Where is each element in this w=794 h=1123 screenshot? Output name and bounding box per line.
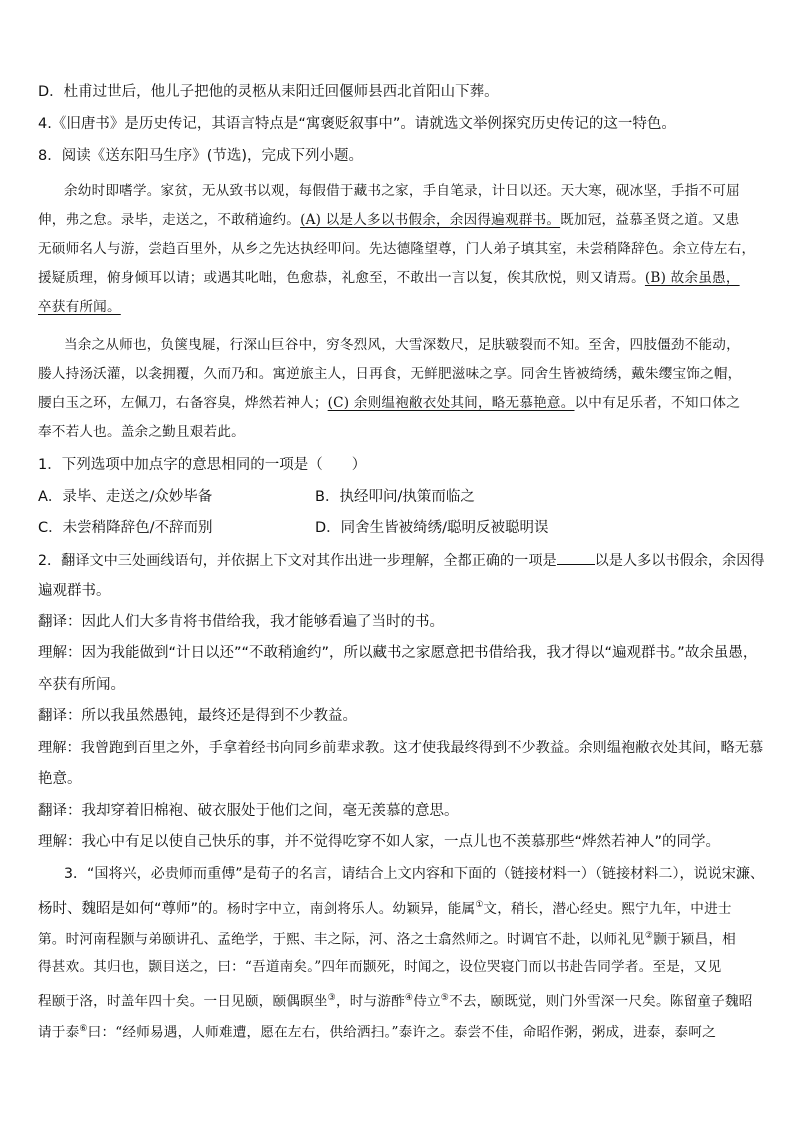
material-text: 第。时河南程颢与弟颐讲孔、孟绝学，于熙、丰之际，河、洛之士翕然师之。时调官不赴，以师礼见 <box>38 931 645 948</box>
option-d: D．同舍生皆被绮绣/聪明反被聪明误 <box>315 520 549 536</box>
translation-1: 翻译：因此人们大多肯将书借给我，我才能够看遍了当时的书。 <box>38 614 444 630</box>
question-3-cont <box>38 895 732 919</box>
note-marker: ③ <box>327 993 336 1003</box>
note-marker: ② <box>644 931 654 941</box>
note-marker: ④ <box>404 993 414 1003</box>
passage-text: 腰白玉之环，左佩刀，右备容臭，烨然若神人； <box>38 395 328 411</box>
passage-text: 伸，弗之怠。录毕，走送之，不敢稍逾约。 <box>38 212 301 228</box>
passage-line <box>38 297 121 317</box>
material-text: 侍立 <box>413 993 441 1010</box>
underlined-sentence-c: (C) 余则缊袍敝衣处其间，略无慕艳意。 <box>327 395 575 411</box>
question-1: 1．下列选项中加点字的意思相同的一项是（ ） <box>38 457 367 473</box>
material-text: 曰：“经师易遇，人师难遭，愿在左右，供给洒扫。”泰许之。泰尝不佳，命昭作粥，粥成，进泰，泰呵之 <box>87 1024 716 1041</box>
passage-line <box>38 393 740 413</box>
passage-text: 既加冠，益慕圣贤之道。又患 <box>560 212 740 228</box>
option-c: C．未尝稍降辞色/不辞而别 <box>38 520 213 536</box>
note-marker: ① <box>475 900 484 910</box>
answer-blank <box>557 550 595 565</box>
option-b: B．执经叩问/执策而临之 <box>315 489 475 505</box>
material-line <box>38 926 736 950</box>
passage-line: 当余之从师也，负箧曳屣，行深山巨谷中，穷冬烈风，大雪深数尺，足肤皲裂而不知。至舍，四肢僵劲不能动， <box>64 337 740 353</box>
passage-line: 媵人持汤沃灌，以衾拥覆，久而乃和。寓逆旅主人，日再食，无鲜肥滋味之享。同舍生皆被绮绣，戴朱缨宝饰之帽， <box>38 366 742 382</box>
note-marker: ⑥ <box>79 1024 88 1034</box>
understanding-1-cont: 卒获有所闻。 <box>38 677 125 693</box>
passage-line: 奉不若人也。盖余之勤且艰若此。 <box>38 424 245 440</box>
underlined-sentence-b-cont: 卒获有所闻。 <box>38 299 121 315</box>
passage-line: 无硕师名人与游，尝趋百里外，从乡之先达执经叩问。先达德隆望尊，门人弟子填其室，未尝稍降辞色。余立侍左右， <box>38 241 756 257</box>
passage-line: 余幼时即嗜学。家贫，无从致书以观，每假借于藏书之家，手自笔录，计日以还。天大寒，砚冰坚，手指不可屈 <box>64 183 740 199</box>
question-3: 3．“国将兴，必贵师而重傅”是荀子的名言，请结合上文内容和下面的（链接材料一）（链接材料二），说说宋濂、 <box>64 866 765 882</box>
material-text: ，时与游酢 <box>335 993 405 1010</box>
passage-line <box>38 210 739 230</box>
options-row <box>38 487 758 507</box>
question-2 <box>38 550 765 571</box>
question-4: 4.《旧唐书》是历史传记，其语言特点是“寓褒贬叙事中”。请就选文举例探究历史传记的这一特色。 <box>38 116 676 132</box>
question-8-heading: 8．阅读《送东阳马生序》(节选)，完成下列小题。 <box>38 148 364 164</box>
material-line <box>38 1019 716 1043</box>
material-text: 不去，颐既觉，则门外雪深一尺矣。陈留童子魏昭 <box>449 993 753 1010</box>
option-a: A．录毕、走送之/众妙毕备 <box>38 489 213 505</box>
material-line <box>38 988 753 1012</box>
passage-line <box>38 268 740 288</box>
option-d-line: D．杜甫过世后，他儿子把他的灵柩从耒阳迁回偃师县西北首阳山下葬。 <box>38 84 499 100</box>
material-text: 颢于颍昌，相 <box>653 931 736 948</box>
question-text: 以是人多以书假余，余因得 <box>594 553 765 569</box>
understanding-3: 理解：我心中有足以使自己快乐的事，并不觉得吃穿不如人家，一点儿也不羡慕那些“烨然若神人”的同学。 <box>38 834 721 850</box>
question-text: 杨时、魏昭是如何“尊师”的。 <box>38 900 228 917</box>
understanding-2: 理解：我曾跑到百里之外，手拿着经书向同乡前辈求教。这才使我最终得到不少教益。余则缊袍敝衣处其间，略无慕 <box>38 740 764 756</box>
options-row <box>38 518 758 538</box>
material-text: 程颐于洛，时盖年四十矣。一日见颐，颐偶瞑坐 <box>38 993 328 1010</box>
material-text: 文，稍长，潜心经史。熙宁九年，中进士 <box>483 900 732 917</box>
underlined-sentence-a: (A) 以是人多以书假余，余因得遍观群书。 <box>300 212 561 228</box>
underlined-sentence-b: (B) 故余虽愚， <box>644 270 740 286</box>
note-marker: ⑤ <box>440 993 450 1003</box>
translation-2: 翻译：所以我虽然愚钝，最终还是得到不少教益。 <box>38 708 357 724</box>
passage-text: 以中有足乐者，不知口体之 <box>574 395 741 411</box>
understanding-1: 理解：因为我能做到“计日以还”“不敢稍逾约”，所以藏书之家愿意把书借给我，我才得以“遍观群书。”故余虽愚， <box>38 645 758 661</box>
question-2-cont: 遍观群书。 <box>38 583 111 599</box>
understanding-2-cont: 艳意。 <box>38 771 82 787</box>
material-text: 杨时字中立，南剑将乐人。幼颖异，能属 <box>227 900 476 917</box>
question-text: 2．翻译文中三处画线语句，并依据上下文对其作出进一步理解，全都正确的一项是 <box>38 553 557 569</box>
translation-3: 翻译：我却穿着旧棉袍、破衣服处于他们之间，毫无羡慕的意思。 <box>38 803 459 819</box>
material-line: 得甚欢。其归也，颢目送之，曰：“吾道南矣。”四年而颢死，时闻之，设位哭寝门而以书赴告同学者。至是，又见 <box>38 959 722 975</box>
material-text: 请于泰 <box>38 1024 80 1041</box>
passage-text: 援疑质理，俯身倾耳以请；或遇其叱咄，色愈恭，礼愈至，不敢出一言以复，俟其欣悦，则又请焉。 <box>38 270 645 286</box>
